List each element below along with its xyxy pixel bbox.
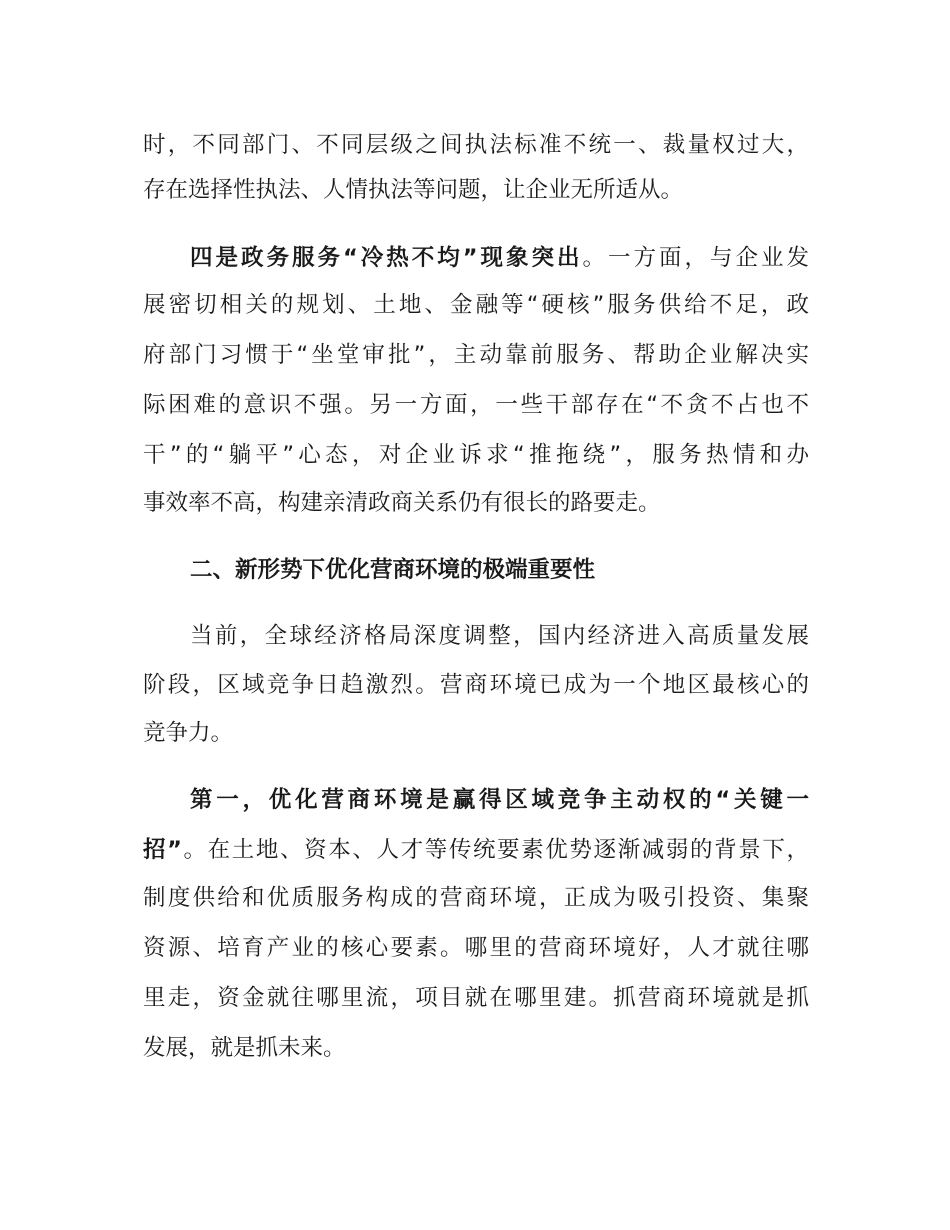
text-line bbox=[190, 621, 809, 651]
text-segment: 时，不同部门、不同层级之间执法标准不统一、裁量权过大， bbox=[143, 132, 809, 158]
text-line bbox=[143, 440, 809, 470]
text-segment: 事效率不高，构建亲清政商关系仍有很长的路要走。 bbox=[143, 490, 661, 516]
bold-text: 四是政务服务“冷热不均”现象突出 bbox=[190, 245, 583, 271]
text-segment: 。在土地、资本、人才等传统要素优势逐渐减弱的背景下， bbox=[181, 837, 809, 863]
text-segment: 竞争力。 bbox=[143, 720, 234, 746]
text-segment: 。一方面，与企业发 bbox=[582, 245, 809, 271]
bold-text: 招” bbox=[143, 837, 182, 863]
text-segment: 当前，全球经济格局深度调整，国内经济进入高质量发展 bbox=[190, 623, 809, 649]
text-line bbox=[143, 488, 809, 518]
text-segment: 阶段，区域竞争日趋激烈。营商环境已成为一个地区最核心的 bbox=[143, 672, 809, 698]
text-line bbox=[190, 243, 809, 273]
text-segment: 际困难的意识不强。另一方面，一些干部存在“不贪不占也不 bbox=[143, 392, 809, 418]
text-line bbox=[143, 290, 809, 320]
text-line bbox=[143, 933, 809, 963]
text-segment: 存在选择性执法、人情执法等问题，让企业无所适从。 bbox=[143, 177, 684, 203]
text-line bbox=[143, 835, 809, 865]
text-line bbox=[143, 983, 809, 1013]
text-segment: 资源、培育产业的核心要素。哪里的营商环境好，人才就往哪 bbox=[143, 935, 809, 961]
text-segment: 制度供给和优质服务构成的营商环境，正成为吸引投资、集聚 bbox=[143, 885, 809, 911]
text-line bbox=[190, 555, 809, 585]
bold-text: 二、新形势下优化营商环境的极端重要性 bbox=[190, 557, 596, 583]
text-line bbox=[143, 175, 809, 205]
text-line bbox=[143, 718, 809, 748]
text-line bbox=[143, 1033, 809, 1063]
text-segment: 干”的“躺平”心态，对企业诉求“推拖绕”，服务热情和办 bbox=[143, 442, 809, 468]
text-segment: 府部门习惯于“坐堂审批”，主动靠前服务、帮助企业解决实 bbox=[143, 342, 809, 368]
text-segment: 发展，就是抓未来。 bbox=[143, 1035, 346, 1061]
text-segment: 展密切相关的规划、土地、金融等“硬核”服务供给不足，政 bbox=[143, 292, 809, 318]
text-line bbox=[143, 130, 809, 160]
text-line bbox=[143, 340, 809, 370]
text-line bbox=[143, 670, 809, 700]
text-segment: 里走，资金就往哪里流，项目就在哪里建。抓营商环境就是抓 bbox=[143, 985, 809, 1011]
bold-text: 第一，优化营商环境是赢得区域竞争主动权的“关键一 bbox=[190, 787, 809, 813]
text-line bbox=[143, 883, 809, 913]
text-line bbox=[190, 785, 809, 815]
text-line bbox=[143, 390, 809, 420]
